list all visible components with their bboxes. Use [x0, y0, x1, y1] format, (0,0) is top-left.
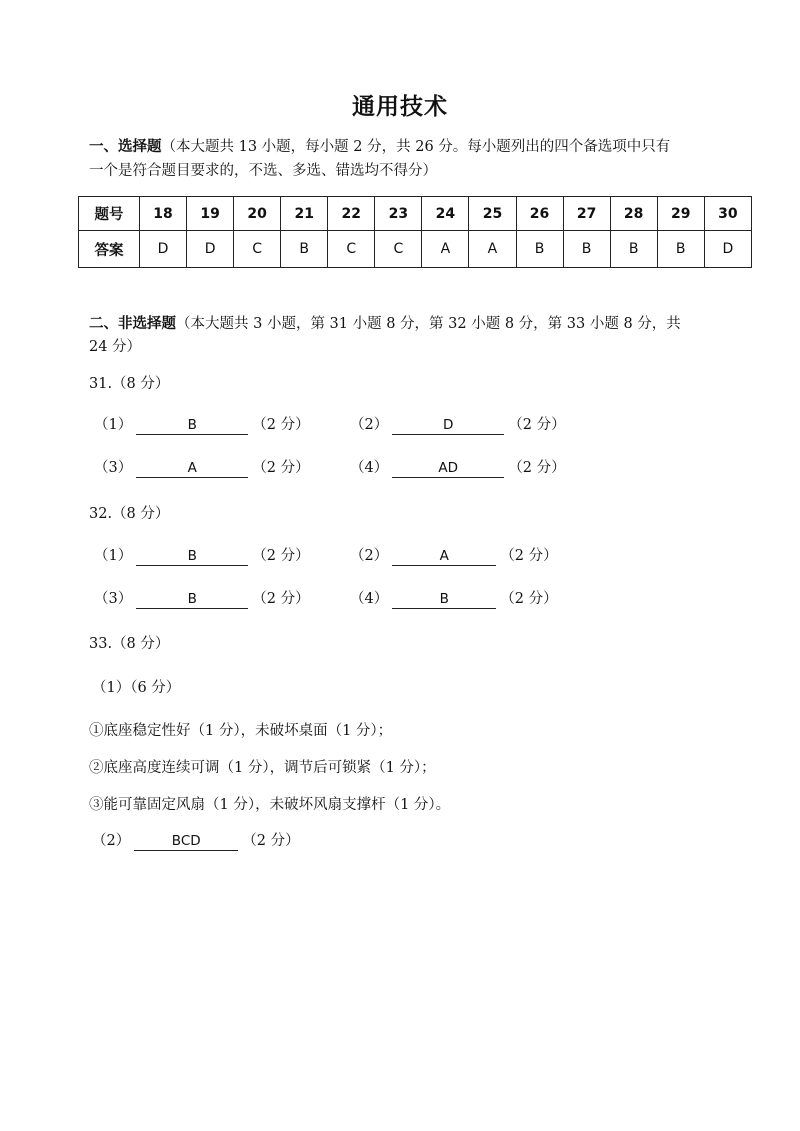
answer-cell: B [563, 231, 610, 268]
q32-item-1 [94, 546, 310, 566]
item-score: （2 分） [508, 460, 566, 476]
section1-desc-line1: （本大题共 13 小题，每小题 2 分，共 26 分。每小题列出的四个备选项中只有 [161, 139, 671, 155]
question-number-cell: 25 [469, 197, 516, 231]
row-label-answer: 答案 [79, 231, 140, 268]
item-label: （2） [92, 833, 131, 849]
question-number-cell: 21 [281, 197, 328, 231]
q31-item-1 [94, 415, 310, 435]
answer-blank: B [136, 416, 248, 435]
question-number-cell: 20 [234, 197, 281, 231]
item-label: （3） [94, 460, 133, 476]
answer-cell: C [328, 231, 375, 268]
question-number-cell: 27 [563, 197, 610, 231]
answer-blank: B [136, 547, 248, 566]
item-label: （2） [350, 417, 389, 433]
row-label-question-number: 题号 [79, 197, 140, 231]
question-number-cell: 23 [375, 197, 422, 231]
q31-item-4 [350, 458, 566, 478]
answer-cell: B [281, 231, 328, 268]
answer-blank: AD [392, 459, 504, 478]
q33-point-1: ①底座稳定性好（1 分），未破坏桌面（1 分）； [89, 723, 393, 739]
answer-cell: B [657, 231, 704, 268]
answer-cell: B [516, 231, 563, 268]
q32-item-3 [94, 589, 310, 609]
item-label: （3） [94, 591, 133, 607]
answer-cell: D [140, 231, 187, 268]
q33-point-3: ③能可靠固定风扇（1 分），未破坏风扇支撑杆（1 分）。 [89, 797, 451, 813]
answer-cell: D [704, 231, 751, 268]
answer-blank: B [392, 590, 496, 609]
item-score: （2 分） [242, 833, 300, 849]
answer-row [79, 231, 752, 268]
section2-heading: 二、非选择题 [89, 315, 176, 332]
answer-blank: BCD [134, 832, 238, 851]
section1-intro-line1 [89, 136, 670, 158]
q33-title: 33.（8 分） [89, 636, 170, 652]
page-title: 通用技术 [352, 93, 448, 120]
item-label: （2） [350, 548, 389, 564]
answer-table [78, 196, 752, 268]
q31-item-3 [94, 458, 310, 478]
answer-blank: A [392, 547, 496, 566]
question-number-cell: 28 [610, 197, 657, 231]
section2-desc-line1: （本大题共 3 小题，第 31 小题 8 分，第 32 小题 8 分，第 33 小题 8 分，共 [176, 316, 681, 332]
item-label: （4） [350, 460, 389, 476]
question-number-row [79, 197, 752, 231]
item-score: （2 分） [500, 591, 558, 607]
q31-item-2 [350, 415, 566, 435]
question-number-cell: 30 [704, 197, 751, 231]
answer-cell: D [187, 231, 234, 268]
section1-desc-line2: 一个是符合题目要求的，不选、多选、错选均不得分） [89, 163, 437, 179]
item-score: （2 分） [508, 417, 566, 433]
question-number-cell: 19 [187, 197, 234, 231]
q32-item-4 [350, 589, 558, 609]
item-score: （2 分） [500, 548, 558, 564]
item-score: （2 分） [252, 591, 310, 607]
q32-item-2 [350, 546, 558, 566]
section2-intro-line1 [89, 313, 681, 335]
answer-blank: B [136, 590, 248, 609]
item-score: （2 分） [252, 460, 310, 476]
item-label: （1） [94, 417, 133, 433]
q31-title: 31.（8 分） [89, 376, 170, 392]
question-number-cell: 26 [516, 197, 563, 231]
q33-part1-title: （1）（6 分） [92, 680, 181, 696]
section2-desc-line2: 24 分） [89, 339, 142, 355]
answer-cell: A [469, 231, 516, 268]
item-label: （1） [94, 548, 133, 564]
question-number-cell: 18 [140, 197, 187, 231]
question-number-cell: 24 [422, 197, 469, 231]
question-number-cell: 22 [328, 197, 375, 231]
question-number-cell: 29 [657, 197, 704, 231]
answer-cell: C [375, 231, 422, 268]
item-score: （2 分） [252, 417, 310, 433]
answer-cell: A [422, 231, 469, 268]
section1-heading: 一、选择题 [89, 138, 162, 155]
q33-point-2: ②底座高度连续可调（1 分），调节后可锁紧（1 分）； [89, 760, 436, 776]
answer-cell: B [610, 231, 657, 268]
answer-blank: A [136, 459, 248, 478]
item-label: （4） [350, 591, 389, 607]
q32-title: 32.（8 分） [89, 506, 170, 522]
item-score: （2 分） [252, 548, 310, 564]
answer-blank: D [392, 416, 504, 435]
q33-part2 [92, 831, 300, 851]
answer-cell: C [234, 231, 281, 268]
